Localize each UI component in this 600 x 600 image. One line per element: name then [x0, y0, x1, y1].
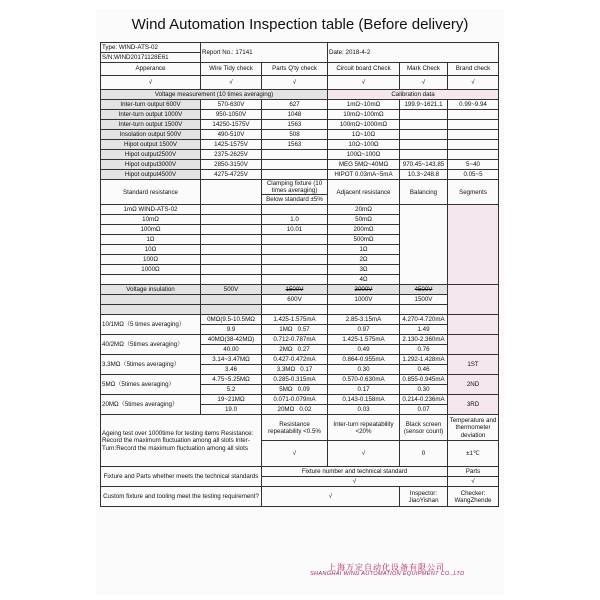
group-measured-3: 0.30 — [400, 385, 448, 395]
group-current-3: 2.130-2.360mA — [400, 335, 448, 345]
blank — [101, 295, 201, 305]
vm-range: 950-1050V — [201, 110, 262, 120]
calib-val-2: 0.99~9.94 — [448, 100, 499, 110]
resistance-value — [262, 275, 328, 285]
vm-name: Hipot output4500V — [101, 170, 201, 180]
blank — [201, 255, 262, 265]
vm-name: Inter-turn output 600V — [101, 100, 201, 110]
resistance-value: 10.01 — [262, 225, 328, 235]
calib-range: 100mΩ~1000mΩ — [328, 120, 400, 130]
check-header-wire: Wire Tidy check — [201, 63, 262, 76]
resistance-value: 1.0 — [262, 215, 328, 225]
ageing-header-black-screen: Black screen (sensor count) — [400, 415, 448, 441]
check-mark: √ — [101, 76, 201, 90]
segments-cell — [448, 205, 499, 285]
group-measured-3: 0.76 — [400, 345, 448, 355]
vm-value — [262, 170, 328, 180]
parts-label: Parts — [448, 467, 499, 477]
check-mark: √ — [201, 76, 262, 90]
group-measured: 3.46 — [201, 365, 262, 375]
std-resistance: 100Ω — [101, 255, 201, 265]
adjacent-value: 1Ω — [328, 245, 400, 255]
blank — [201, 295, 262, 305]
inspection-sheet — [96, 9, 504, 595]
group-segment — [448, 335, 499, 355]
checker: Checker: WangZhende — [448, 487, 499, 507]
company-stamp-cn: 上海万定自动化设备有限公司 — [328, 563, 445, 572]
below-standard-label: Below standard ±5% — [262, 195, 328, 205]
ageing-value-1: √ — [262, 441, 328, 467]
inspector: Inspector: JiaoYishan — [400, 487, 448, 507]
calib-range: 100Ω~100Ω — [328, 150, 400, 160]
adjacent-resistance-label: Adjacent resistance — [328, 180, 400, 205]
check-header-parts: Parts Q'ty check — [262, 63, 328, 76]
check-mark: √ — [400, 76, 448, 90]
blank — [201, 180, 262, 205]
check-mark: √ — [448, 76, 499, 90]
std-resistance: 1000Ω — [101, 265, 201, 275]
group-range: 19~21MΩ — [201, 395, 262, 405]
vm-name: Hipot output3000V — [101, 160, 201, 170]
blank — [201, 215, 262, 225]
fixture-question: Fixture and Parts whether meets the technical standards — [101, 467, 262, 487]
check-mark: √ — [328, 76, 400, 90]
parts-mark: √ — [448, 477, 499, 487]
calib-range: 1mΩ~10mΩ — [328, 100, 400, 110]
resistance-value — [262, 245, 328, 255]
vm-value: 508 — [262, 130, 328, 140]
group-current-3: 0.214-0.236mA — [400, 395, 448, 405]
vm-range: 4275-4725V — [201, 170, 262, 180]
std-resistance: 100mΩ — [101, 225, 201, 235]
vm-range: 1425-1575V — [201, 140, 262, 150]
blank — [201, 225, 262, 235]
balancing-cell — [400, 205, 448, 285]
voltage-measurement-title: Voltage measurement (10 times averaging) — [101, 90, 328, 100]
group-measured-2: 0.17 — [328, 385, 400, 395]
adjacent-value: 4Ω — [328, 275, 400, 285]
group-current-1: 0.071-0.079mA — [262, 395, 328, 405]
serial-number-cell: S/N:WIND20171128E61 — [101, 53, 201, 63]
adjacent-value: 500mΩ — [328, 235, 400, 245]
group-measured-2: 0.97 — [328, 325, 400, 335]
std-resistance: 10mΩ — [101, 215, 201, 225]
insulation-v3: 3000V — [328, 285, 400, 295]
fixture-number-label: Fixture number and technical standard — [262, 467, 448, 477]
std-resistance: 1mΩ WIND-ATS-02 — [101, 205, 201, 215]
group-range: 0MΩ(9.5-10.5MΩ — [201, 315, 262, 325]
group-current-2: 1.425-1.575mA — [328, 335, 400, 345]
std-resistance: 10Ω — [101, 245, 201, 255]
group-current-3: 4.270-4.720mA — [400, 315, 448, 325]
group-current-1: 0.427-0.472mA — [262, 355, 328, 365]
calib-val-1 — [400, 150, 448, 160]
check-header-appearance: Apperance — [101, 63, 201, 76]
ageing-value-2: √ — [328, 441, 400, 467]
blank — [328, 305, 400, 315]
insulation-r2-c: 1500V — [400, 295, 448, 305]
custom-fixture-question: Custom fixture and tooling meet the testing requirement? — [101, 487, 262, 507]
custom-fixture-mark: √ — [262, 487, 400, 507]
check-header-brand: Brand check — [448, 63, 499, 76]
resistance-value — [262, 205, 328, 215]
vm-value: 1563 — [262, 120, 328, 130]
group-segment: 3RD — [448, 395, 499, 415]
vm-name: Inter-turn output 1500V — [101, 120, 201, 130]
resistance-value — [262, 255, 328, 265]
calib-val-2 — [448, 120, 499, 130]
std-resistance: 1Ω — [101, 235, 201, 245]
adjacent-value: 3Ω — [328, 265, 400, 275]
voltage-insulation-label: Voltage insulation — [101, 285, 201, 295]
resistance-value — [262, 235, 328, 245]
group-measured-pair: 3.3MΩ 0.17 — [262, 365, 328, 375]
insulation-v4: 4500V — [400, 285, 448, 295]
calib-val-2: 5~40 — [448, 160, 499, 170]
vm-value — [262, 150, 328, 160]
group-current-2: 0.143-0.158mA — [328, 395, 400, 405]
adjacent-value: 50mΩ — [328, 215, 400, 225]
calib-val-1 — [400, 110, 448, 120]
calib-val-2 — [448, 130, 499, 140]
group-measured: 9.9 — [201, 325, 262, 335]
calib-val-1 — [400, 140, 448, 150]
resistance-value — [262, 265, 328, 275]
vm-name: Hipot output2500V — [101, 150, 201, 160]
group-measured-3: 1.49 — [400, 325, 448, 335]
group-measured-pair: 20MΩ 0.02 — [262, 405, 328, 415]
group-current-1: 0.285-0.315mA — [262, 375, 328, 385]
vm-value: 1048 — [262, 110, 328, 120]
check-mark: √ — [262, 76, 328, 90]
group-measured-pair: 5MΩ 0.09 — [262, 385, 328, 395]
insulation-v2: 1500V — [262, 285, 328, 295]
clamping-fixture-label: Clamping fixture (10 times averaging) — [262, 180, 328, 195]
group-current-2: 0.570-0.630mA — [328, 375, 400, 385]
vm-name: Insolation output 500V — [101, 130, 201, 140]
ageing-description: Ageing test over 1000time for testing items Resistance: Record the maximum fluctuation among all slots Inter-Turn:Record the maximum fluctuation among all slots — [101, 415, 262, 467]
adjacent-value: 20mΩ — [328, 205, 400, 215]
group-segment: 1ST — [448, 355, 499, 375]
calib-val-2 — [448, 140, 499, 150]
blank — [201, 205, 262, 215]
inspection-table — [100, 42, 499, 507]
segments-label: Segments — [448, 180, 499, 205]
group-current-2: 0.864-0.955mA — [328, 355, 400, 365]
insulation-group-name: 3.3MΩ（5times averaging） — [101, 355, 201, 375]
group-segment: 2ND — [448, 375, 499, 395]
group-range: 3.14~3.47MΩ — [201, 355, 262, 365]
blank — [201, 245, 262, 255]
insulation-group-name: 5MΩ（5times averaging） — [101, 375, 201, 395]
blank — [201, 275, 262, 285]
document-title: Wind Automation Inspection table (Before delivery) — [131, 16, 469, 33]
vm-value — [262, 160, 328, 170]
adjacent-value: 200mΩ — [328, 225, 400, 235]
group-measured-3: 0.46 — [400, 365, 448, 375]
calib-range: MEG 5MΩ~40MΩ — [328, 160, 400, 170]
ageing-value-3: 0 — [400, 441, 448, 467]
group-measured-2: 0.49 — [328, 345, 400, 355]
insulation-r2-a: 600V — [262, 295, 328, 305]
insulation-group-name: 10/1MΩ（5 times averaging） — [101, 315, 201, 335]
group-measured-pair: 2MΩ 0.27 — [262, 345, 328, 355]
calib-val-1: 970.45~143.85 — [400, 160, 448, 170]
blank — [201, 235, 262, 245]
check-header-circuit: Circuit board Check — [328, 63, 400, 76]
calibration-title: Calibration data — [328, 90, 499, 100]
blank — [400, 305, 448, 315]
calib-val-2 — [448, 110, 499, 120]
group-current-2: 2.85-3.15mA — [328, 315, 400, 325]
check-header-mark: Mark Check — [400, 63, 448, 76]
group-measured-3: 0.07 — [400, 405, 448, 415]
group-current-1: 0.712-0.787mA — [262, 335, 328, 345]
vm-range: 570-630V — [201, 100, 262, 110]
insulation-group-name: 40/2MΩ（5times averaging） — [101, 335, 201, 355]
vm-value: 627 — [262, 100, 328, 110]
calib-range: HIPOT 0.03mA~5mA — [328, 170, 400, 180]
standard-resistance-label: Standard resistance — [101, 180, 201, 205]
calib-val-1: 10.3~248.8 — [400, 170, 448, 180]
calib-range: 1Ω~10Ω — [328, 130, 400, 140]
type-cell: Type: WIND-ATS-02 — [101, 43, 201, 53]
vm-range: 490-510V — [201, 130, 262, 140]
std-resistance — [101, 275, 201, 285]
group-current-3: 0.855-0.945mA — [400, 375, 448, 385]
ageing-value-4: ±1℃ — [448, 441, 499, 467]
group-current-1: 1.425-1.575mA — [262, 315, 328, 325]
insulation-group-name: 20MΩ（5times averaging） — [101, 395, 201, 415]
balancing-label: Balancing — [400, 180, 448, 205]
calib-val-2 — [448, 150, 499, 160]
calib-val-1 — [400, 120, 448, 130]
group-measured: 19.0 — [201, 405, 262, 415]
group-measured: 5.2 — [201, 385, 262, 395]
ageing-header-resistance: Resistance repeatability <0.5% — [262, 415, 328, 441]
insulation-v1: 500V — [201, 285, 262, 295]
vm-name: Inter-turn output 1000V — [101, 110, 201, 120]
adjacent-value: 2Ω — [328, 255, 400, 265]
group-measured-2: 0.03 — [328, 405, 400, 415]
group-segment — [448, 315, 499, 335]
segments-pink-cell — [448, 285, 499, 315]
vm-value: 1563 — [262, 140, 328, 150]
group-range: 40MΩ(38-42MΩ) — [201, 335, 262, 345]
report-no-cell: Report No.: 17141 — [201, 43, 328, 63]
ageing-header-interturn: Inter-turn repeatability <20% — [328, 415, 400, 441]
calib-val-2: 0.05~5 — [448, 170, 499, 180]
blank — [101, 305, 201, 315]
group-current-3: 1.292-1.428mA — [400, 355, 448, 365]
insulation-r2-b: 1000V — [328, 295, 400, 305]
calib-val-1: 199.9~1621.1 — [400, 100, 448, 110]
ageing-header-temperature: Temperature and thermometer deviation — [448, 415, 499, 441]
calib-range: 10Ω~100Ω — [328, 140, 400, 150]
calib-range: 10mΩ~100mΩ — [328, 110, 400, 120]
group-range: 4.75~5.25MΩ — [201, 375, 262, 385]
vm-name: Hipot output 1500V — [101, 140, 201, 150]
calib-val-1 — [400, 130, 448, 140]
company-stamp-en: SHANGHAI WIND AUTOMATION EQUIPMENT CO.,LTD — [310, 571, 465, 577]
group-measured-pair: 1MΩ 0.57 — [262, 325, 328, 335]
group-measured-2: 0.30 — [328, 365, 400, 375]
vm-range: 2375-2625V — [201, 150, 262, 160]
date-cell: Date: 2018-4-2 — [328, 43, 499, 63]
fixture-mark: √ — [262, 477, 448, 487]
blank — [201, 305, 262, 315]
group-measured: 40.00 — [201, 345, 262, 355]
vm-range: 2850-3150V — [201, 160, 262, 170]
vm-range: 14250-1575V — [201, 120, 262, 130]
blank — [201, 265, 262, 275]
blank — [262, 305, 328, 315]
